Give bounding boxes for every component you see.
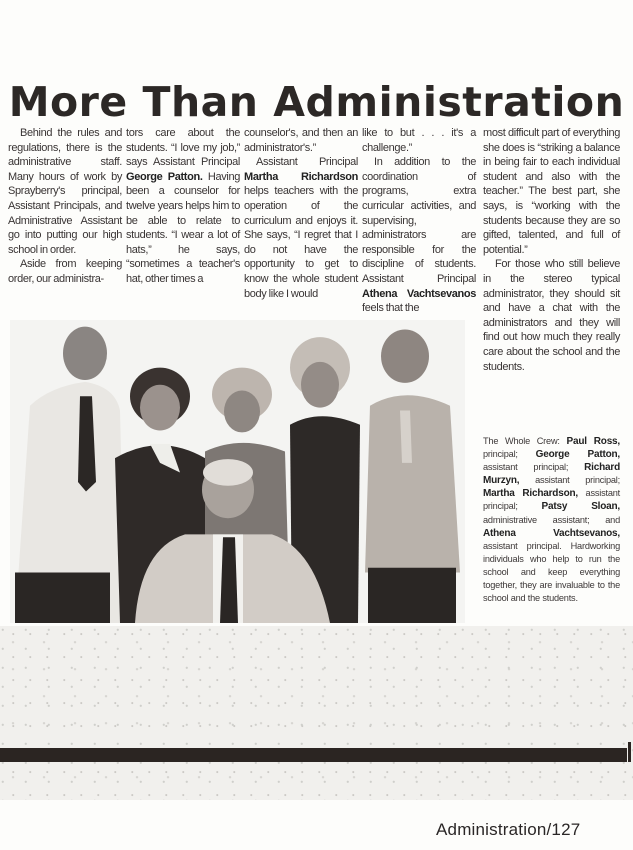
paragraph — [244, 155, 358, 301]
page-footer: Administration/127 — [436, 820, 581, 839]
person-name: Richard Murzyn, — [483, 462, 620, 487]
person-name: Athena Vachtsevanos, — [483, 527, 620, 539]
article-column-2 — [126, 126, 240, 287]
person-name: Martha Richardson, — [483, 488, 578, 500]
group-photo — [10, 320, 465, 623]
text: The Whole Crew: — [483, 436, 567, 446]
text: principal; — [483, 449, 536, 460]
paragraph — [362, 155, 476, 316]
article-column-1 — [8, 126, 122, 287]
person-name: Athena Vachtsevanos — [362, 287, 476, 300]
text: tors care about the students. “I love my job,” says Assistant Principal — [126, 127, 240, 169]
article-column-4 — [362, 126, 476, 316]
paragraph: Aside from keeping order, our administra- — [8, 258, 122, 285]
photo-caption — [483, 435, 620, 605]
text: Assistant Principal — [256, 156, 358, 169]
paragraph: counselor's, and then an administrator's.” — [244, 127, 358, 154]
decorative-rule-end — [628, 742, 631, 762]
text: assistant principal; — [519, 475, 620, 486]
paragraph: Behind the rules and regulations, there is the administrative staff. Many hours of work by Sprayberry's principal, Assistant Principals, and Administrative Assistant go into putting our high school in order. — [8, 127, 122, 256]
person-name: Martha Richardson — [244, 170, 358, 183]
person-name: Patsy Sloan, — [541, 501, 620, 513]
page-title: More Than Administration — [8, 78, 625, 126]
text: assistant principal; — [483, 488, 620, 512]
article-column-3 — [244, 126, 358, 301]
text: administrative assistant; and — [483, 514, 620, 525]
paragraph: like to but . . . it's a challenge.” — [362, 127, 476, 154]
text: Having been a counselor for twelve years helps him to be able to relate to students. “I wear a lot of hats,” he says, “sometimes a teacher's hat, other times a — [126, 170, 240, 285]
text: assistant principal. Hardworking individuals who help to run the school and keep everything together, they are invaluable to the school and the students. — [483, 540, 620, 604]
text: feels that the — [362, 302, 420, 315]
group-photo-illustration — [10, 320, 465, 623]
text: In addition to the coordination of programs, extra curricular activities, and supervising, administrators are responsible for the discipline of students. Assistant Principal — [362, 156, 476, 285]
text: helps teachers with the operation of the curriculum and enjoys it. She says, “I regret that I do not have the opportunity to get to know the whole student body like I would — [244, 185, 358, 300]
person-name: George Patton. — [126, 170, 203, 183]
article-column-5 — [483, 126, 620, 374]
speckled-background-band — [0, 626, 633, 800]
decorative-rule — [0, 748, 627, 762]
paragraph: most difficult part of everything she does is “striking a balance in being fair to each individual student and also with the teacher.” The best part, she says, is “working with the students because they are so gifted, talented, and full of potential.” — [483, 127, 620, 256]
text: assistant principal; — [483, 462, 585, 473]
paragraph — [126, 126, 240, 287]
person-name: Paul Ross, — [566, 436, 620, 447]
paragraph: For those who still believe in the stereo typical administrator, they should sit and have a chat with the administrators and they will find out how much they really care about the school and the students. — [483, 258, 620, 373]
person-name: George Patton, — [535, 449, 620, 461]
